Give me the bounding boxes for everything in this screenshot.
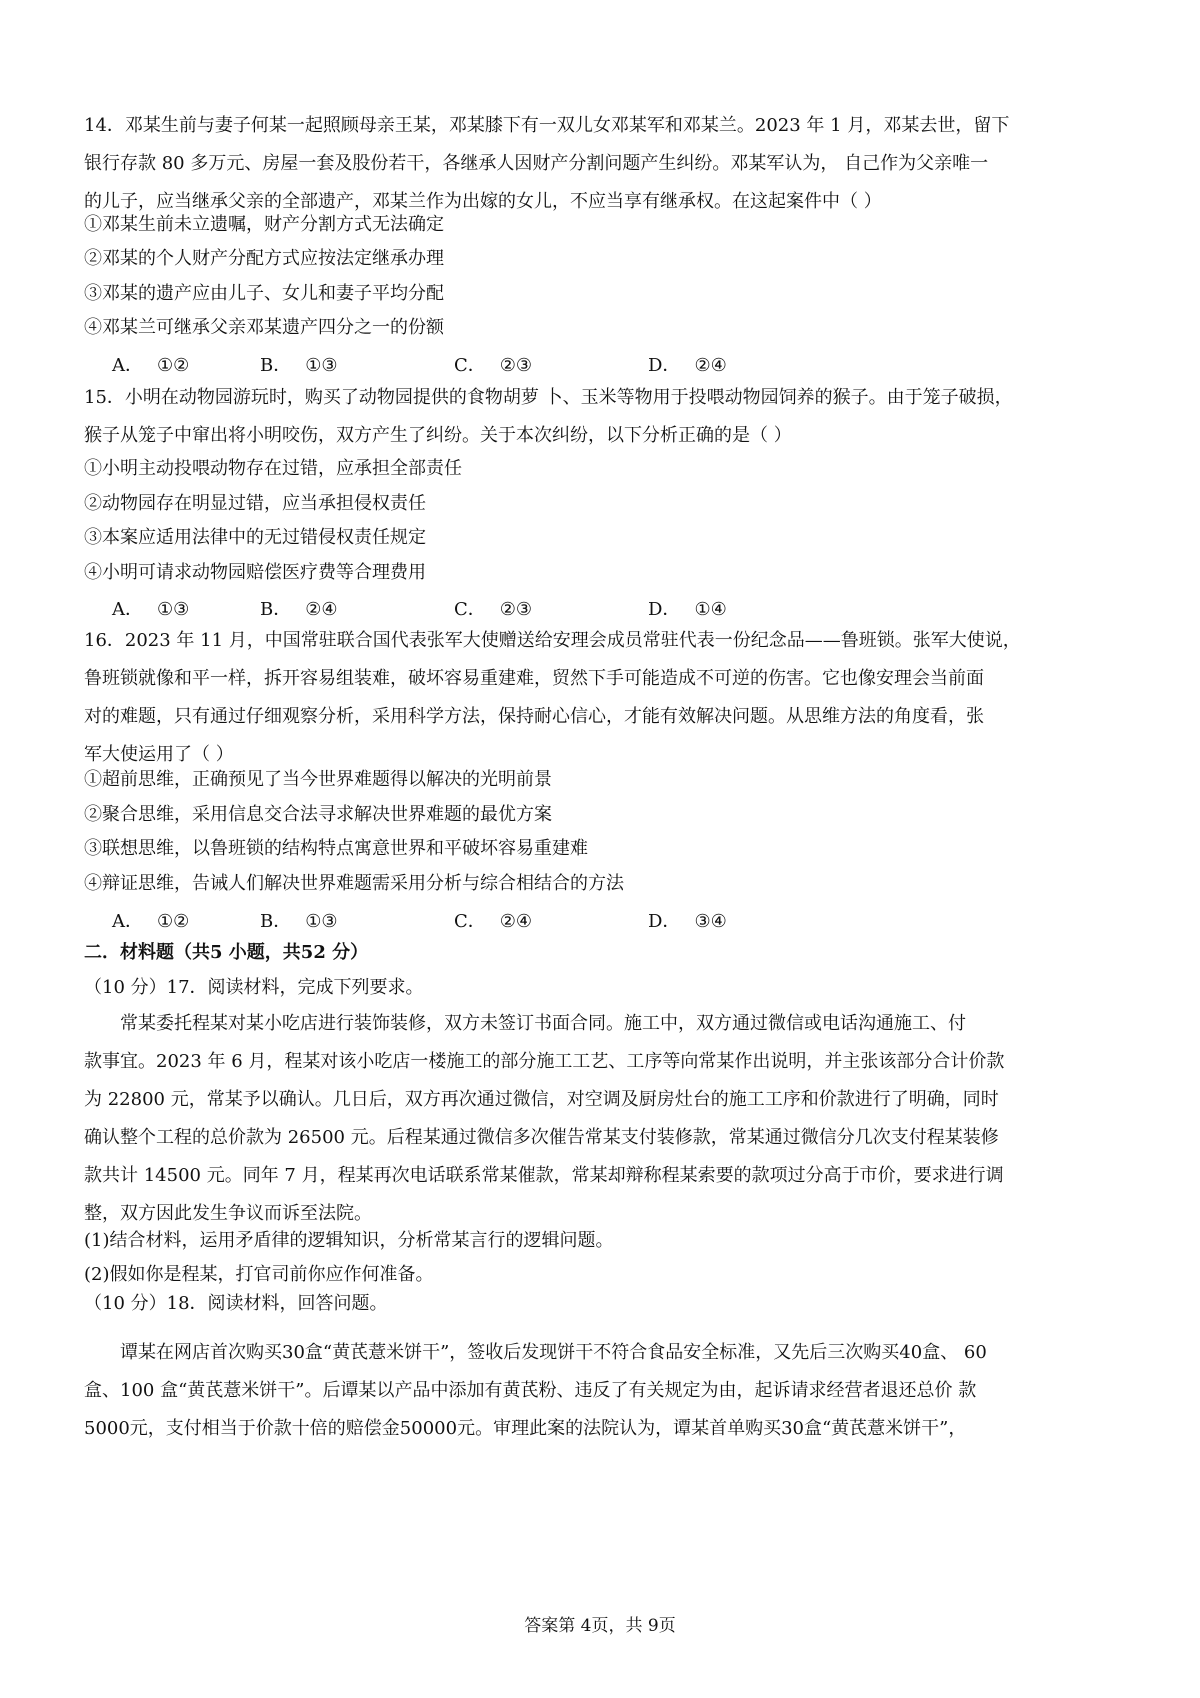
- material-line: 常某委托程某对某小吃店进行装饰装修，双方未签订书面合同。施工中，双方通过微信或电话沟通施工、付: [120, 1013, 966, 1034]
- stem-line: 银行存款 80 多万元、房屋一套及股份若干，各继承人因财产分割问题产生纠纷。邓某军认为， 自己作为父亲唯一: [84, 153, 989, 174]
- question-16-option-4: ④辩证思维，告诫人们解决世界难题需采用分析与综合相结合的方法: [84, 873, 624, 894]
- question-15-option-2: ②动物园存在明显过错，应当承担侵权责任: [84, 493, 426, 514]
- question-15-choices: [112, 595, 1012, 619]
- choice-c: C． ②③: [454, 599, 533, 620]
- choice-b: B． ①③: [260, 355, 338, 376]
- stem-line: 16．2023 年 11 月，中国常驻联合国代表张军大使赠送给安理会成员常驻代表一份纪念品——鲁班锁。张军大使说，: [84, 630, 1021, 651]
- material-line: 谭某在网店首次购买30盒“黄芪薏米饼干”，签收后发现饼干不符合食品安全标准，又先后三次购买40盒、 60: [120, 1342, 987, 1363]
- material-line: 确认整个工程的总价款为 26500 元。后程某通过微信多次催告常某支付装修款，常某通过微信分几次支付程某装修: [84, 1127, 999, 1148]
- question-17-material: [84, 1005, 1116, 1233]
- choice-d: D． ①④: [648, 599, 727, 620]
- question-15-option-1: ①小明主动投喂动物存在过错，应承担全部责任: [84, 458, 462, 479]
- question-18-header: （10 分）18．阅读材料，回答问题。: [84, 1293, 388, 1314]
- question-15-option-4: ④小明可请求动物园赔偿医疗费等合理费用: [84, 562, 426, 583]
- question-15-stem: [84, 379, 1116, 455]
- question-16-choices: [112, 907, 1012, 931]
- choice-d: D． ③④: [648, 911, 727, 932]
- material-line: 款事宜。2023 年 6 月，程某对该小吃店一楼施工的部分施工工艺、工序等向常某作出说明，并主张该部分合计价款: [84, 1051, 1005, 1072]
- question-17-sub-2: (2)假如你是程某，打官司前你应作何准备。: [84, 1264, 434, 1285]
- question-18-material: [84, 1334, 1116, 1448]
- question-14-option-4: ④邓某兰可继承父亲邓某遗产四分之一的份额: [84, 317, 444, 338]
- question-14-choices: [112, 351, 1012, 375]
- question-14-option-2: ②邓某的个人财产分配方式应按法定继承办理: [84, 248, 444, 269]
- choice-c: C． ②④: [454, 911, 533, 932]
- choice-b: B． ①③: [260, 911, 338, 932]
- stem-line: 猴子从笼子中窜出将小明咬伤，双方产生了纠纷。关于本次纠纷，以下分析正确的是（ ）: [84, 425, 792, 446]
- choice-a: A． ①②: [112, 355, 190, 376]
- material-line: 盒、100 盒“黄芪薏米饼干”。后谭某以产品中添加有黄芪粉、违反了有关规定为由，起诉请求经营者退还总价 款: [84, 1380, 977, 1401]
- question-17-sub-1: (1)结合材料，运用矛盾律的逻辑知识，分析常某言行的逻辑问题。: [84, 1230, 614, 1251]
- question-14-stem: [84, 107, 1116, 221]
- material-line: 5000元，支付相当于价款十倍的赔偿金50000元。审理此案的法院认为，谭某首单购买30盒“黄芪薏米饼干”，: [84, 1418, 967, 1439]
- choice-c: C． ②③: [454, 355, 533, 376]
- question-16-option-2: ②聚合思维，采用信息交合法寻求解决世界难题的最优方案: [84, 804, 552, 825]
- question-14-option-3: ③邓某的遗产应由儿子、女儿和妻子平均分配: [84, 283, 444, 304]
- stem-line: 14．邓某生前与妻子何某一起照顾母亲王某，邓某膝下有一双儿女邓某军和邓某兰。2023 年 1 月，邓某去世，留下: [84, 115, 1010, 136]
- section-heading: 二．材料题（共5 小题，共52 分）: [84, 942, 369, 963]
- stem-line: 军大使运用了（ ）: [84, 744, 234, 765]
- page-footer: 答案第 4页，共 9页: [524, 1616, 676, 1636]
- question-17-header: （10 分）17．阅读材料，完成下列要求。: [84, 977, 424, 998]
- choice-d: D． ②④: [648, 355, 727, 376]
- choice-b: B． ②④: [260, 599, 338, 620]
- question-16-option-3: ③联想思维，以鲁班锁的结构特点寓意世界和平破坏容易重建难: [84, 838, 588, 859]
- material-line: 款共计 14500 元。同年 7 月，程某再次电话联系常某催款，常某却辩称程某索要的款项过分高于市价，要求进行调: [84, 1165, 1004, 1186]
- material-line: 整，双方因此发生争议而诉至法院。: [84, 1203, 372, 1224]
- question-14-option-1: ①邓某生前未立遗嘱，财产分割方式无法确定: [84, 214, 444, 235]
- stem-line: 15．小明在动物园游玩时，购买了动物园提供的食物胡萝 卜、玉米等物用于投喂动物园饲养的猴子。由于笼子破损，: [84, 387, 1013, 408]
- question-15-option-3: ③本案应适用法律中的无过错侵权责任规定: [84, 527, 426, 548]
- stem-line: 的儿子，应当继承父亲的全部遗产，邓某兰作为出嫁的女儿，不应当享有继承权。在这起案件中（ ）: [84, 191, 882, 212]
- question-16-stem: [84, 622, 1116, 774]
- stem-line: 对的难题，只有通过仔细观察分析，采用科学方法，保持耐心信心，才能有效解决问题。从思维方法的角度看，张: [84, 706, 984, 727]
- choice-a: A． ①②: [112, 911, 190, 932]
- material-line: 为 22800 元，常某予以确认。几日后，双方再次通过微信，对空调及厨房灶台的施工工序和价款进行了明确，同时: [84, 1089, 999, 1110]
- stem-line: 鲁班锁就像和平一样，拆开容易组装难，破坏容易重建难，贸然下手可能造成不可逆的伤害。它也像安理会当前面: [84, 668, 984, 689]
- choice-a: A． ①③: [112, 599, 190, 620]
- question-16-option-1: ①超前思维，正确预见了当今世界难题得以解决的光明前景: [84, 769, 552, 790]
